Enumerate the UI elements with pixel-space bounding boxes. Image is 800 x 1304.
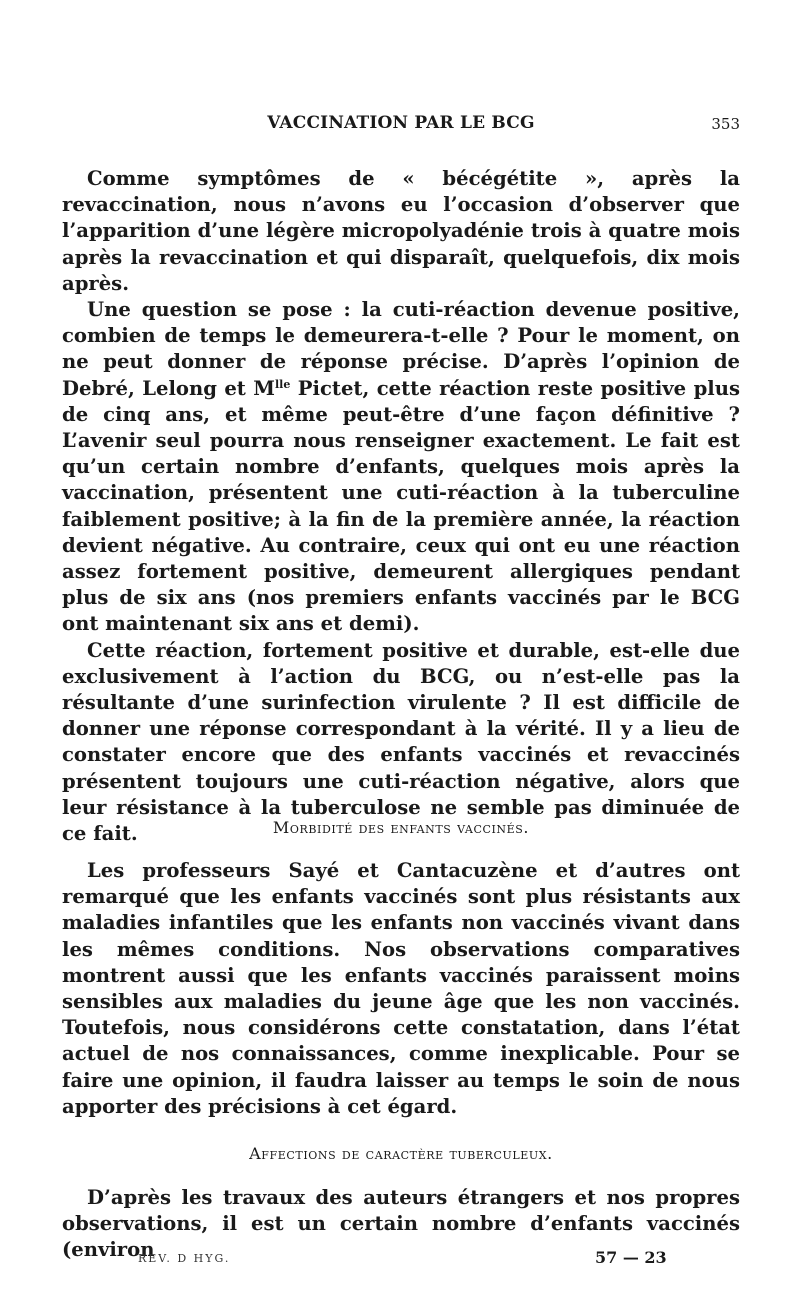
signature-mark: 57 — 23 [595,1248,667,1267]
paragraph-question-part1: Une question se pose : la cuti-réaction devenue positive, combien de temps le demeurera-t-elle ? Pour le moment, on ne peut donner de réponse précise. D’après l’opinion de Debré, Lelong et M [62,298,740,400]
page-footer [62,1248,740,1270]
section-heading-affections: Affections de caractère tuberculeux. [249,1144,553,1163]
journal-abbreviation: REV. D HYG. [138,1252,231,1265]
paragraph-question [62,297,740,638]
superscript-lle: lle [274,377,291,391]
text-block-morbidite [62,858,740,1120]
text-block-bcg-revaccination [62,166,740,847]
page-number: 353 [711,115,740,133]
paragraph-question-part2: Pictet, cette réaction reste positive plus de cinq ans, et même peut-être d’une façon définitive ? L’avenir seul pourra nous renseigner exactement. Le fait est qu’un certain nombre d’enfants, quelques mois après la vaccination, présentent une cuti-réaction à la tuberculine faiblement positive; à la fin de la première année, la réaction devient négative. Au contraire, ceux qui ont eu une réaction assez fortement positive, demeurent allergiques pendant plus de six ans (nos premiers enfants vaccinés par le BCG ont maintenant six ans et demi). [62,376,740,636]
paragraph-becegetite: Comme symptômes de « bécégétite », après la revaccination, nous n’avons eu l’occasion d’observer que l’apparition d’une légère micropolyadénie trois à quatre mois après la revaccination et qui disparaît, quelquefois, dix mois après. [62,167,740,295]
running-title: VACCINATION PAR LE BCG [267,113,535,133]
paragraph-reaction-durable: Cette réaction, fortement positive et durable, est-elle due exclusivement à l’action du BCG, ou n’est-elle pas la résultante d’une surinfection virulente ? Il est difficile de donner une réponse correspondant à la vérité. Il y a lieu de constater encore que des enfants vaccinés et revaccinés présentent toujours une cuti-réaction négative, alors que leur résistance à la tuberculose ne semble pas diminuée de ce fait. [62,638,740,846]
paragraph-travaux: D’après les travaux des auteurs étrangers et nos propres observations, il est un certain nombre d’enfants vaccinés (environ [62,1186,740,1262]
running-head [62,113,740,137]
paragraph-professeurs: Les professeurs Sayé et Cantacuzène et d’autres ont remarqué que les enfants vaccinés sont plus résistants aux maladies infantiles que les enfants non vaccinés vivant dans les mêmes conditions. Nos observations comparatives montrent aussi que les enfants vaccinés paraissent moins sensibles aux maladies du jeune âge que les non vaccinés. Toutefois, nous considérons cette constatation, dans l’état actuel de nos connaissances, comme inexplicable. Pour se faire une opinion, il faudra laisser au temps le soin de nous apporter des précisions à cet égard. [62,859,740,1118]
section-heading-morbidite: Morbidité des enfants vaccinés. [272,818,530,837]
